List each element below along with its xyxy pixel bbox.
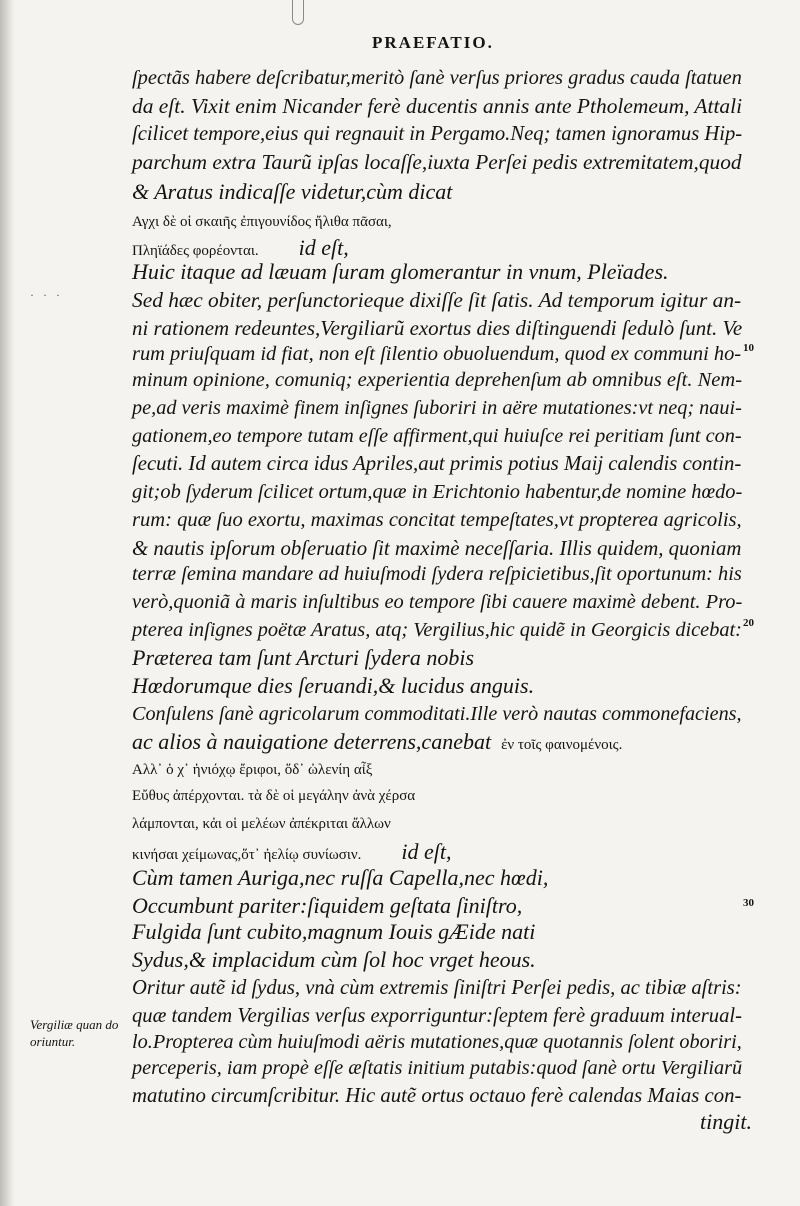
text-line xyxy=(700,1108,752,1136)
line-number-20: 20 xyxy=(743,617,754,629)
line-text: rum: quæ ſuo exortu, maximas concitat tempeſtates,vt propterea agricolis, xyxy=(132,509,742,531)
text-line xyxy=(132,506,742,534)
greek-verse-line xyxy=(132,782,415,810)
margin-dots: · · · xyxy=(30,288,63,302)
text-line xyxy=(132,1028,742,1056)
text-line xyxy=(132,946,536,974)
line-text: pe,ad veris maximè finem inſignes ſuboriri in aëre mutationes:vt neq; naui- xyxy=(132,397,742,419)
line-text: gationem,eo tempore tutam eſſe affirment,qui huiuſce rei peritiam ſunt con- xyxy=(132,425,742,447)
line-text: Sed hæc obiter, perſunctorieque dixiſſe ſit ſatis. Ad temporum igitur an- xyxy=(132,288,742,312)
text-line xyxy=(132,1002,742,1030)
running-header: PRAEFATIO. xyxy=(372,33,494,52)
line-text: Oritur autẽ id ſydus, vnà cùm extremis ſiniſtri Perſei pedis, ac tibiæ aſtris: xyxy=(132,977,742,999)
text-line xyxy=(132,340,741,368)
line-text: Sydus,& implacidum cùm ſol hoc vrget heous. xyxy=(132,947,536,972)
line-text: Conſulens ſanè agricolarum commoditati.Ille verò nautas commonefaciens, xyxy=(132,703,742,725)
margin-note: Vergiliæ quan do oriuntur. xyxy=(30,1017,119,1049)
line-tail: id eſt, xyxy=(401,839,452,864)
line-text: ſecuti. Id autem circa idus Apriles,aut primis potius Maij calendis contin- xyxy=(132,453,742,475)
text-line xyxy=(132,366,742,394)
greek-verse-line xyxy=(132,838,452,866)
line-text: ſpectãs habere deſcribatur,meritò ſanè verſus priores gradus cauda ſtatuen xyxy=(132,67,742,89)
text-line xyxy=(132,258,669,286)
text-line xyxy=(132,450,741,478)
greek-tail: ἐν τοῖς φαινομένοις. xyxy=(501,737,623,753)
text-line xyxy=(132,616,742,644)
line-text: Occumbunt pariter:ſiquidem geſtata ſiniſtro, xyxy=(132,893,523,918)
line-number-10: 10 xyxy=(743,342,754,354)
line-text: & nautis ipſorum obſeruatio ſit maximè neceſſaria. Illis quidem, quoniam xyxy=(132,536,742,560)
text-line xyxy=(132,92,742,120)
text-line xyxy=(132,314,742,342)
text-line xyxy=(132,918,535,946)
line-text: perceperis, iam propè eſſe æſtatis initium putabis:quod ſanè ortu Vergiliarũ xyxy=(132,1057,743,1079)
line-text: pterea inſignes poëtæ Aratus, atq; Vergilius,hic quidẽ in Georgicis dicebat: xyxy=(132,619,742,641)
line-text: Cùm tamen Auriga,nec ruſſa Capella,nec hœdi, xyxy=(132,865,549,890)
text-line xyxy=(132,148,742,176)
text-line xyxy=(132,700,742,728)
text-line xyxy=(132,422,742,450)
text-line xyxy=(132,478,742,506)
line-text: ſcilicet tempore,eius qui regnauit in Pergamo.Neq; tamen ignoramus Hip- xyxy=(132,123,743,145)
line-text: Fulgida ſunt cubito,magnum Iouis gÆide nati xyxy=(132,919,536,944)
line-text: parchum extra Taurũ ipſas locaſſe,iuxta Perſei pedis extremitatem,quod xyxy=(132,150,742,174)
line-text: ni rationem redeuntes,Vergiliarũ exortus dies diſtinguendi ſedulò ſunt. Ve xyxy=(132,316,743,340)
line-text: da eſt. Vixit enim Nicander ferè ducentis annis ante Ptholemeum, Attali xyxy=(132,94,743,118)
text-line xyxy=(132,286,741,314)
text-line xyxy=(132,588,742,616)
line-text: matutino circumſcribitur. Hic autẽ ortus octauo ferè calendas Maias con- xyxy=(132,1084,742,1107)
line-text: terræ ſemina mandare ad huiuſmodi ſydera reſpicietibus,ſit oportunum: his xyxy=(132,563,742,585)
line-text: Huic itaque ad læuam ſuram glomerantur in vnum, Pleïades. xyxy=(132,259,669,284)
line-text: Αγχι δὲ οἱ σκαιῆς ἐπιγουνίδος ἤλιθα πᾶσαι, xyxy=(132,214,392,230)
text-line xyxy=(132,644,474,672)
line-text: quæ tandem Vergilias verſus exporriguntur:ſeptem ferè graduum interual- xyxy=(132,1005,742,1027)
text-line xyxy=(132,974,742,1002)
line-tail: id eſt, xyxy=(298,235,349,260)
line-text: λάμπονται, κἀι οἱ μελέων ἀπέκριται ἄλλων xyxy=(132,816,391,832)
text-line xyxy=(132,178,452,206)
text-line xyxy=(132,1082,741,1110)
text-line xyxy=(132,892,522,920)
line-text: Hœdorumque dies ſeruandi,& lucidus anguis. xyxy=(132,673,535,698)
line-text: ac alios à nauigatione deterrens,canebat xyxy=(132,729,492,754)
line-text: tingit. xyxy=(700,1109,752,1134)
line-text: κινήσαι χείμωνας,ὅτ᾽ ἠελίῳ συνίωσιν. xyxy=(132,847,362,863)
line-text: rum priuſquam id fiat, non eſt ſilentio obuoluendum, quod ex communi ho- xyxy=(132,343,742,365)
text-line xyxy=(132,394,742,422)
line-text: minum opinione, comuniq; experientia deprehenſum ab omnibus eſt. Nem- xyxy=(132,369,743,391)
binding-mark xyxy=(292,0,304,25)
line-text: verò,quoniã à maris inſultibus eo tempore ſibi cauere maximè debent. Pro- xyxy=(132,591,743,613)
text-line xyxy=(132,534,741,562)
text-line xyxy=(132,672,534,700)
line-text: Πληϊάδες φορέονται. xyxy=(132,243,259,259)
text-line xyxy=(132,1054,742,1082)
text-line xyxy=(132,728,622,756)
text-line xyxy=(132,560,742,588)
greek-verse-line xyxy=(132,756,372,784)
line-text: git;ob ſyderum ſcilicet ortum,quæ in Erichtonio habentur,de nomine hœdo- xyxy=(132,481,743,503)
text-line xyxy=(132,120,742,148)
greek-verse-line xyxy=(132,810,391,838)
text-line xyxy=(132,864,548,892)
line-text: Αλλ᾽ ὁ χ᾽ ἡνιόχῳ ἔριφοι, ὅδ᾽ ὠλενίη αἶξ xyxy=(132,762,373,778)
line-text: lo.Propterea cùm huiuſmodi aëris mutationes,quæ quotannis ſolent oboriri, xyxy=(132,1031,742,1053)
text-line xyxy=(132,64,742,92)
line-text: & Aratus indicaſſe videtur,cùm dicat xyxy=(132,179,453,204)
line-text: Præterea tam ſunt Arcturi ſydera nobis xyxy=(132,645,474,670)
greek-verse-line xyxy=(132,208,392,236)
line-text: Εὔθυς ἀπέρχονται. τὰ δὲ οἱ μεγάλην ἀνὰ χέρσα xyxy=(132,788,416,804)
line-number-30: 30 xyxy=(743,897,754,909)
